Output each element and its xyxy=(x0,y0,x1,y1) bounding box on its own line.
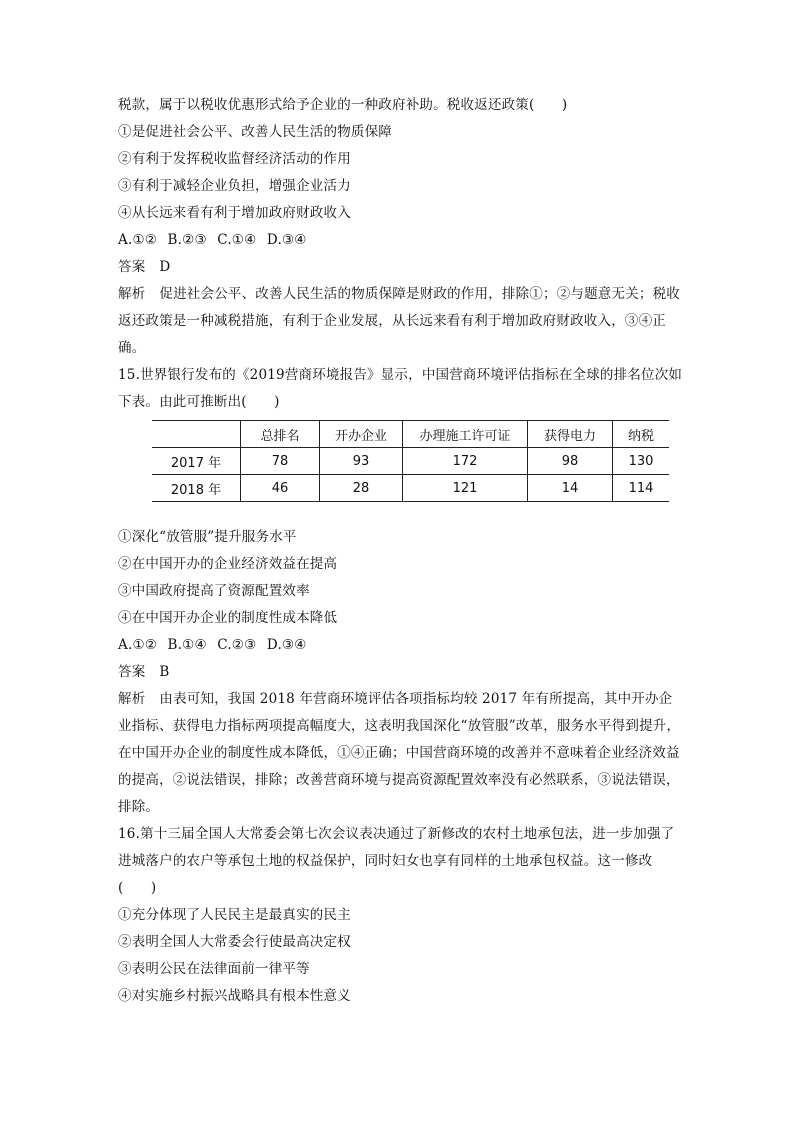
q14-item-2: ②有利于发挥税收监督经济活动的作用 xyxy=(118,151,351,167)
q15-answer-value: B xyxy=(159,664,170,680)
table-header-cell: 开办企业 xyxy=(320,421,403,448)
table-header-row xyxy=(152,421,669,448)
table-header-cell: 纳税 xyxy=(613,421,670,448)
q16-stem: 16.第十三届全国人大常委会第七次会议表决通过了新修改的农村土地承包法，进一步加强了进城落户的农户等承包土地的权益保护，同时妇女也享有同样的土地承包权益。这一修改( ) xyxy=(118,826,675,896)
q15-item-1: ①深化“放管服”提升服务水平 xyxy=(118,529,297,545)
q15-analysis-text: 由表可知，我国 2018 年营商环境评估各项指标均较 2017 年有所提高，其中开办企业指标、获得电力指标两项提高幅度大，这表明我国深化“放管服”改革，服务水平得到提升，在中国开办企业的制度性成本降低，①④正确；中国营商环境的改善并不意味着企业经济效益的提高，②说法错误，排除；改善营商环境与提高资源配置效率没有必然联系，③说法错误，排除。 xyxy=(118,691,681,815)
table-row xyxy=(152,448,669,475)
table-cell: 114 xyxy=(613,475,670,502)
q14-answer-value: D xyxy=(159,259,171,275)
table-cell: 98 xyxy=(528,448,613,475)
q15-answer-label: 答案 xyxy=(118,664,146,680)
q15-answer xyxy=(118,659,683,686)
table-cell: 28 xyxy=(320,475,403,502)
q16-item-2: ②表明全国人大常委会行使最高决定权 xyxy=(118,934,351,950)
table-row xyxy=(152,475,669,502)
table-header-cell: 总排名 xyxy=(241,421,320,448)
table-cell: 2017 年 xyxy=(152,448,241,475)
q15-option-a: A.①② xyxy=(118,637,158,653)
q14-item-1: ①是促进社会公平、改善人民生活的物质保障 xyxy=(118,124,392,140)
q14-option-a: A.①② xyxy=(118,232,158,248)
table-cell: 2018 年 xyxy=(152,475,241,502)
q15-item-3: ③中国政府提高了资源配置效率 xyxy=(118,583,310,599)
q15-analysis-label: 解析 xyxy=(118,691,146,707)
table-header-cell: 办理施工许可证 xyxy=(403,421,528,448)
q14-option-b: B.②③ xyxy=(167,232,207,248)
q15-options xyxy=(118,632,683,659)
q15-item-2: ②在中国开办的企业经济效益在提高 xyxy=(118,556,338,572)
table-header-cell: 获得电力 xyxy=(528,421,613,448)
q14-answer xyxy=(118,254,683,281)
q15-option-d: D.③④ xyxy=(266,637,307,653)
q14-analysis-label: 解析 xyxy=(118,286,146,302)
q15-ranking-table xyxy=(152,420,669,502)
q15-item-4: ④在中国开办企业的制度性成本降低 xyxy=(118,610,338,626)
q14-answer-label: 答案 xyxy=(118,259,146,275)
q15-stem: 15.世界银行发布的《2019营商环境报告》显示，中国营商环境评估指标在全球的排名位次如下表。由此可推断出( ) xyxy=(118,367,683,410)
q14-analysis-text: 促进社会公平、改善人民生活的物质保障是财政的作用，排除①；②与题意无关；税收返还政策是一种减税措施，有利于企业发展，从长远来看有利于增加政府财政收入，③④正确。 xyxy=(118,286,681,356)
table-cell: 93 xyxy=(320,448,403,475)
table-cell: 78 xyxy=(241,448,320,475)
q14-option-d: D.③④ xyxy=(266,232,307,248)
q15-option-c: C.②③ xyxy=(217,637,257,653)
q14-analysis xyxy=(118,281,683,362)
q16-item-4: ④对实施乡村振兴战略具有根本性意义 xyxy=(118,988,351,1004)
q15-option-b: B.①④ xyxy=(167,637,207,653)
q16-item-1: ①充分体现了人民民主是最真实的民主 xyxy=(118,907,351,923)
q16-item-3: ③表明公民在法律面前一律平等 xyxy=(118,961,310,977)
table-cell: 121 xyxy=(403,475,528,502)
q14-stem: 税款，属于以税收优惠形式给予企业的一种政府补助。税收返还政策( ) xyxy=(118,97,568,113)
q14-option-c: C.①④ xyxy=(217,232,257,248)
q14-options xyxy=(118,227,683,254)
table-cell: 46 xyxy=(241,475,320,502)
table-cell: 130 xyxy=(613,448,670,475)
document-page xyxy=(118,92,683,1010)
q14-item-3: ③有利于减轻企业负担，增强企业活力 xyxy=(118,178,351,194)
q14-item-4: ④从长远来看有利于增加政府财政收入 xyxy=(118,205,351,221)
table-cell: 14 xyxy=(528,475,613,502)
table-header-cell xyxy=(152,421,241,448)
q15-analysis xyxy=(118,686,683,821)
table-cell: 172 xyxy=(403,448,528,475)
